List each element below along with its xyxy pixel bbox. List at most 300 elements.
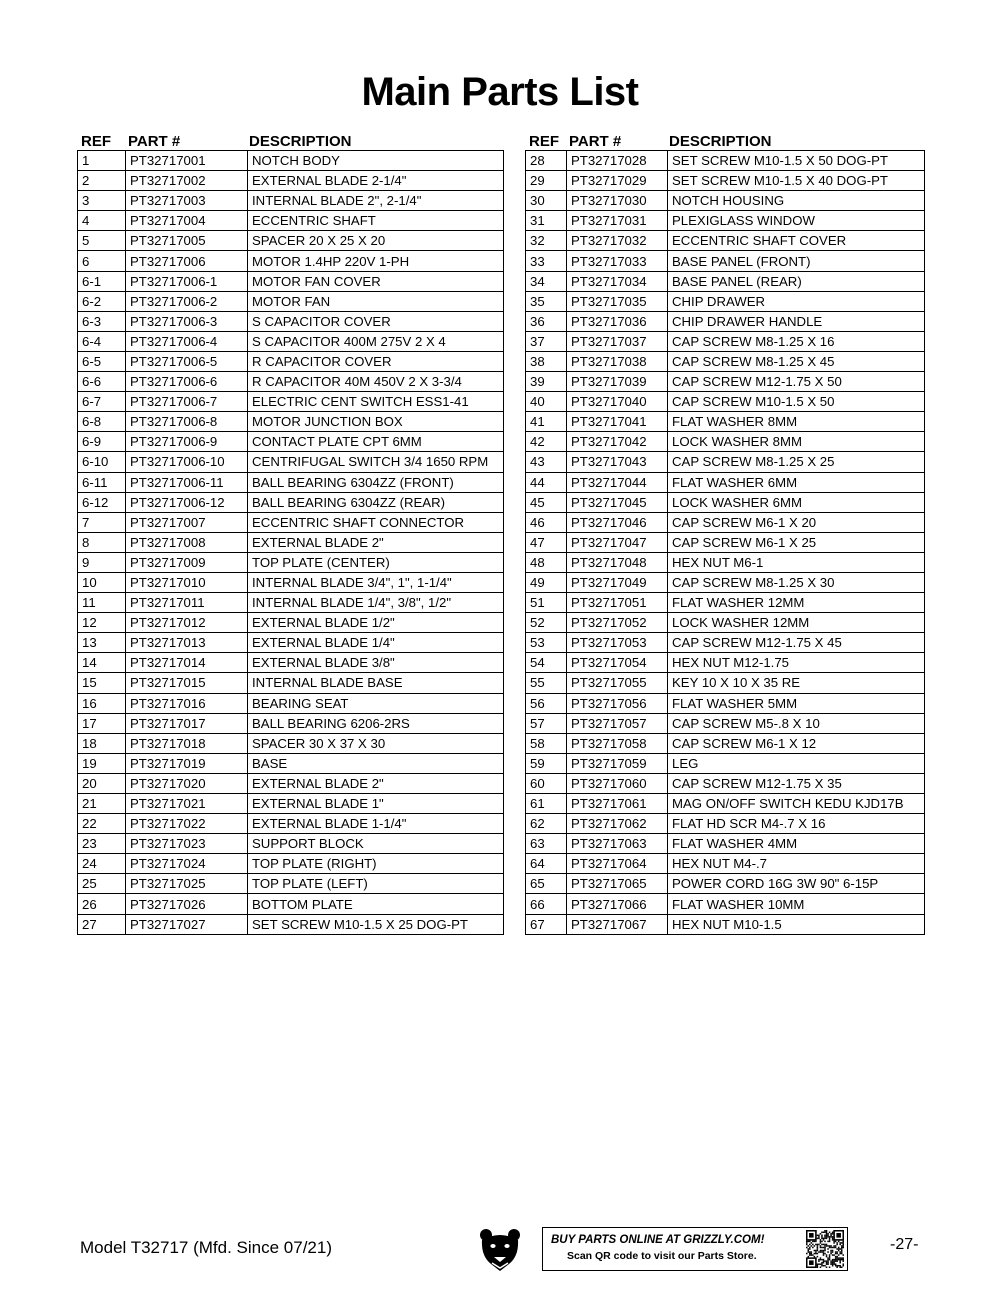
table-row <box>526 251 925 271</box>
table-row <box>526 512 925 532</box>
part-number-cell: PT32717006 <box>126 251 248 271</box>
table-row <box>78 492 504 512</box>
table-row <box>78 874 504 894</box>
description-cell: LOCK WASHER 6MM <box>668 492 925 512</box>
part-number-cell: PT32717053 <box>567 633 668 653</box>
description-cell: R CAPACITOR COVER <box>248 351 504 371</box>
description-cell: CAP SCREW M8-1.25 X 45 <box>668 351 925 371</box>
table-row <box>78 914 504 934</box>
ref-cell: 51 <box>526 593 567 613</box>
part-number-cell: PT32717062 <box>567 814 668 834</box>
part-number-cell: PT32717057 <box>567 713 668 733</box>
part-number-cell: PT32717006-8 <box>126 412 248 432</box>
part-number-cell: PT32717040 <box>567 392 668 412</box>
ref-cell: 33 <box>526 251 567 271</box>
ref-cell: 34 <box>526 271 567 291</box>
part-number-cell: PT32717006-5 <box>126 351 248 371</box>
ref-cell: 4 <box>78 211 126 231</box>
table-row <box>526 311 925 331</box>
ref-cell: 39 <box>526 372 567 392</box>
description-cell: KEY 10 X 10 X 35 RE <box>668 673 925 693</box>
description-cell: INTERNAL BLADE 3/4", 1", 1-1/4" <box>248 572 504 592</box>
ref-cell: 6-5 <box>78 351 126 371</box>
description-cell: EXTERNAL BLADE 2" <box>248 773 504 793</box>
table-row <box>526 914 925 934</box>
part-number-cell: PT32717064 <box>567 854 668 874</box>
description-cell: SET SCREW M10-1.5 X 25 DOG-PT <box>248 914 504 934</box>
part-number-cell: PT32717039 <box>567 372 668 392</box>
ref-cell: 6-12 <box>78 492 126 512</box>
description-cell: FLAT WASHER 8MM <box>668 412 925 432</box>
description-cell: SET SCREW M10-1.5 X 50 DOG-PT <box>668 151 925 171</box>
ref-cell: 56 <box>526 693 567 713</box>
table-row <box>526 713 925 733</box>
ref-cell: 16 <box>78 693 126 713</box>
description-cell: TOP PLATE (LEFT) <box>248 874 504 894</box>
description-cell: TOP PLATE (RIGHT) <box>248 854 504 874</box>
ref-cell: 66 <box>526 894 567 914</box>
part-number-cell: PT32717003 <box>126 191 248 211</box>
table-row <box>78 572 504 592</box>
ref-cell: 36 <box>526 311 567 331</box>
ref-cell: 31 <box>526 211 567 231</box>
ref-cell: 35 <box>526 291 567 311</box>
description-cell: INTERNAL BLADE BASE <box>248 673 504 693</box>
description-cell: EXTERNAL BLADE 1" <box>248 794 504 814</box>
ref-cell: 58 <box>526 733 567 753</box>
table-row <box>78 673 504 693</box>
description-cell: INTERNAL BLADE 1/4", 3/8", 1/2" <box>248 593 504 613</box>
ref-cell: 11 <box>78 593 126 613</box>
part-number-cell: PT32717043 <box>567 452 668 472</box>
part-number-cell: PT32717006-12 <box>126 492 248 512</box>
ref-cell: 43 <box>526 452 567 472</box>
table-row <box>526 593 925 613</box>
description-cell: CAP SCREW M10-1.5 X 50 <box>668 392 925 412</box>
scan-qr-text: Scan QR code to visit our Parts Store. <box>567 1250 757 1262</box>
description-cell: BASE <box>248 753 504 773</box>
table-row <box>78 291 504 311</box>
part-number-cell: PT32717006-4 <box>126 331 248 351</box>
part-number-cell: PT32717067 <box>567 914 668 934</box>
table-row <box>78 693 504 713</box>
ref-cell: 47 <box>526 532 567 552</box>
description-cell: SPACER 30 X 37 X 30 <box>248 733 504 753</box>
table-row <box>526 753 925 773</box>
table-row <box>78 834 504 854</box>
ref-cell: 15 <box>78 673 126 693</box>
part-number-cell: PT32717023 <box>126 834 248 854</box>
description-cell: HEX NUT M10-1.5 <box>668 914 925 934</box>
table-row <box>526 291 925 311</box>
part-number-cell: PT32717002 <box>126 171 248 191</box>
ref-cell: 6-7 <box>78 392 126 412</box>
ref-cell: 13 <box>78 633 126 653</box>
ref-cell: 17 <box>78 713 126 733</box>
part-number-cell: PT32717058 <box>567 733 668 753</box>
description-cell: MOTOR 1.4HP 220V 1-PH <box>248 251 504 271</box>
ref-cell: 18 <box>78 733 126 753</box>
part-number-cell: PT32717008 <box>126 532 248 552</box>
description-cell: BASE PANEL (REAR) <box>668 271 925 291</box>
parts-table-left <box>77 128 504 935</box>
description-cell: CONTACT PLATE CPT 6MM <box>248 432 504 452</box>
ref-cell: 54 <box>526 653 567 673</box>
table-row <box>526 452 925 472</box>
part-number-cell: PT32717037 <box>567 331 668 351</box>
part-header: PART # <box>569 133 622 150</box>
table-row <box>78 412 504 432</box>
table-row <box>78 633 504 653</box>
part-number-cell: PT32717030 <box>567 191 668 211</box>
table-row <box>526 794 925 814</box>
ref-cell: 25 <box>78 874 126 894</box>
grizzly-bear-icon <box>477 1226 523 1272</box>
part-number-cell: PT32717006-10 <box>126 452 248 472</box>
part-number-cell: PT32717017 <box>126 713 248 733</box>
ref-cell: 41 <box>526 412 567 432</box>
ref-cell: 5 <box>78 231 126 251</box>
part-number-cell: PT32717059 <box>567 753 668 773</box>
table-row <box>78 151 504 171</box>
part-number-cell: PT32717045 <box>567 492 668 512</box>
part-number-cell: PT32717025 <box>126 874 248 894</box>
table-row <box>526 372 925 392</box>
part-number-cell: PT32717060 <box>567 773 668 793</box>
ref-header: REF <box>529 133 559 150</box>
ref-cell: 6-3 <box>78 311 126 331</box>
description-cell: TOP PLATE (CENTER) <box>248 552 504 572</box>
part-number-cell: PT32717006-9 <box>126 432 248 452</box>
description-cell: EXTERNAL BLADE 1/2" <box>248 613 504 633</box>
table-row <box>78 552 504 572</box>
description-cell: CHIP DRAWER HANDLE <box>668 311 925 331</box>
ref-cell: 6-11 <box>78 472 126 492</box>
ref-cell: 6-8 <box>78 412 126 432</box>
ref-header: REF <box>81 133 111 150</box>
ref-cell: 22 <box>78 814 126 834</box>
part-number-cell: PT32717024 <box>126 854 248 874</box>
table-row <box>526 773 925 793</box>
description-cell: EXTERNAL BLADE 1/4" <box>248 633 504 653</box>
ref-cell: 63 <box>526 834 567 854</box>
ref-cell: 24 <box>78 854 126 874</box>
ref-cell: 65 <box>526 874 567 894</box>
table-row <box>78 452 504 472</box>
ref-cell: 3 <box>78 191 126 211</box>
description-cell: CAP SCREW M6-1 X 20 <box>668 512 925 532</box>
parts-table-right <box>525 128 925 935</box>
table-row <box>526 693 925 713</box>
ref-cell: 12 <box>78 613 126 633</box>
ref-cell: 57 <box>526 713 567 733</box>
ref-cell: 53 <box>526 633 567 653</box>
ref-cell: 2 <box>78 171 126 191</box>
ref-cell: 21 <box>78 794 126 814</box>
part-number-cell: PT32717042 <box>567 432 668 452</box>
table-row <box>78 713 504 733</box>
description-cell: POWER CORD 16G 3W 90" 6-15P <box>668 874 925 894</box>
description-cell: FLAT WASHER 10MM <box>668 894 925 914</box>
page-title: Main Parts List <box>361 70 639 114</box>
qr-code-icon[interactable] <box>806 1230 844 1268</box>
part-number-cell: PT32717016 <box>126 693 248 713</box>
part-number-cell: PT32717021 <box>126 794 248 814</box>
table-row <box>526 171 925 191</box>
part-number-cell: PT32717048 <box>567 552 668 572</box>
ref-cell: 6 <box>78 251 126 271</box>
part-number-cell: PT32717001 <box>126 151 248 171</box>
table-row <box>526 572 925 592</box>
part-number-cell: PT32717034 <box>567 271 668 291</box>
ref-cell: 45 <box>526 492 567 512</box>
part-number-cell: PT32717006-11 <box>126 472 248 492</box>
part-number-cell: PT32717055 <box>567 673 668 693</box>
description-cell: CAP SCREW M12-1.75 X 35 <box>668 773 925 793</box>
part-number-cell: PT32717014 <box>126 653 248 673</box>
table-row <box>78 753 504 773</box>
part-number-cell: PT32717065 <box>567 874 668 894</box>
description-cell: FLAT WASHER 6MM <box>668 472 925 492</box>
description-cell: BALL BEARING 6304ZZ (REAR) <box>248 492 504 512</box>
table-row <box>78 392 504 412</box>
description-cell: EXTERNAL BLADE 2" <box>248 532 504 552</box>
description-cell: S CAPACITOR 400M 275V 2 X 4 <box>248 331 504 351</box>
part-number-cell: PT32717049 <box>567 572 668 592</box>
part-header: PART # <box>128 133 181 150</box>
description-cell: CAP SCREW M12-1.75 X 50 <box>668 372 925 392</box>
description-cell: LOCK WASHER 12MM <box>668 613 925 633</box>
part-number-cell: PT32717009 <box>126 552 248 572</box>
description-cell: LEG <box>668 753 925 773</box>
part-number-cell: PT32717018 <box>126 733 248 753</box>
description-cell: NOTCH HOUSING <box>668 191 925 211</box>
part-number-cell: PT32717029 <box>567 171 668 191</box>
part-number-cell: PT32717036 <box>567 311 668 331</box>
table-row <box>526 532 925 552</box>
table-row <box>526 231 925 251</box>
description-cell: NOTCH BODY <box>248 151 504 171</box>
part-number-cell: PT32717006-1 <box>126 271 248 291</box>
table-row <box>526 673 925 693</box>
ref-cell: 38 <box>526 351 567 371</box>
description-cell: HEX NUT M6-1 <box>668 552 925 572</box>
description-cell: SET SCREW M10-1.5 X 40 DOG-PT <box>668 171 925 191</box>
table-row <box>526 351 925 371</box>
ref-cell: 7 <box>78 512 126 532</box>
table-row <box>78 854 504 874</box>
description-cell: HEX NUT M12-1.75 <box>668 653 925 673</box>
part-number-cell: PT32717006-7 <box>126 392 248 412</box>
ref-cell: 10 <box>78 572 126 592</box>
part-number-cell: PT32717028 <box>567 151 668 171</box>
table-row <box>526 412 925 432</box>
ref-cell: 14 <box>78 653 126 673</box>
part-number-cell: PT32717013 <box>126 633 248 653</box>
ref-cell: 64 <box>526 854 567 874</box>
table-row <box>78 231 504 251</box>
table-row <box>78 814 504 834</box>
table-row <box>78 773 504 793</box>
table-row <box>78 191 504 211</box>
description-cell: HEX NUT M4-.7 <box>668 854 925 874</box>
ref-cell: 62 <box>526 814 567 834</box>
table-row <box>526 472 925 492</box>
ref-cell: 26 <box>78 894 126 914</box>
part-number-cell: PT32717056 <box>567 693 668 713</box>
description-cell: CENTRIFUGAL SWITCH 3/4 1650 RPM <box>248 452 504 472</box>
part-number-cell: PT32717046 <box>567 512 668 532</box>
description-cell: CAP SCREW M8-1.25 X 16 <box>668 331 925 351</box>
part-number-cell: PT32717006-6 <box>126 372 248 392</box>
description-cell: ELECTRIC CENT SWITCH ESS1-41 <box>248 392 504 412</box>
ref-cell: 52 <box>526 613 567 633</box>
ref-cell: 32 <box>526 231 567 251</box>
description-cell: MOTOR FAN <box>248 291 504 311</box>
part-number-cell: PT32717052 <box>567 613 668 633</box>
description-cell: R CAPACITOR 40M 450V 2 X 3-3/4 <box>248 372 504 392</box>
description-cell: BALL BEARING 6206-2RS <box>248 713 504 733</box>
ref-cell: 61 <box>526 794 567 814</box>
description-cell: CAP SCREW M8-1.25 X 30 <box>668 572 925 592</box>
ref-cell: 23 <box>78 834 126 854</box>
part-number-cell: PT32717020 <box>126 773 248 793</box>
part-number-cell: PT32717011 <box>126 593 248 613</box>
part-number-cell: PT32717019 <box>126 753 248 773</box>
table-row <box>78 894 504 914</box>
part-number-cell: PT32717061 <box>567 794 668 814</box>
part-number-cell: PT32717026 <box>126 894 248 914</box>
table-row <box>526 894 925 914</box>
buy-parts-text: BUY PARTS ONLINE AT GRIZZLY.COM! <box>551 1234 765 1246</box>
ref-cell: 27 <box>78 914 126 934</box>
description-cell: INTERNAL BLADE 2", 2-1/4" <box>248 191 504 211</box>
ref-cell: 6-1 <box>78 271 126 291</box>
description-cell: BASE PANEL (FRONT) <box>668 251 925 271</box>
description-cell: BOTTOM PLATE <box>248 894 504 914</box>
description-cell: ECCENTRIC SHAFT COVER <box>668 231 925 251</box>
ref-cell: 49 <box>526 572 567 592</box>
ref-cell: 60 <box>526 773 567 793</box>
description-cell: S CAPACITOR COVER <box>248 311 504 331</box>
description-cell: EXTERNAL BLADE 2-1/4" <box>248 171 504 191</box>
ref-cell: 6-10 <box>78 452 126 472</box>
table-row <box>526 552 925 572</box>
ref-cell: 42 <box>526 432 567 452</box>
table-row <box>526 854 925 874</box>
description-cell: CHIP DRAWER <box>668 291 925 311</box>
table-row <box>526 392 925 412</box>
table-row <box>78 432 504 452</box>
page-number: -27- <box>890 1236 919 1253</box>
table-row <box>78 271 504 291</box>
description-cell: ECCENTRIC SHAFT <box>248 211 504 231</box>
table-row <box>526 834 925 854</box>
description-cell: MOTOR FAN COVER <box>248 271 504 291</box>
description-cell: LOCK WASHER 8MM <box>668 432 925 452</box>
part-number-cell: PT32717038 <box>567 351 668 371</box>
ref-cell: 6-6 <box>78 372 126 392</box>
table-header <box>77 128 504 150</box>
ref-cell: 1 <box>78 151 126 171</box>
table-row <box>78 331 504 351</box>
part-number-cell: PT32717006-3 <box>126 311 248 331</box>
part-number-cell: PT32717007 <box>126 512 248 532</box>
table-row <box>526 271 925 291</box>
table-row <box>526 874 925 894</box>
description-cell: MOTOR JUNCTION BOX <box>248 412 504 432</box>
description-cell: ECCENTRIC SHAFT CONNECTOR <box>248 512 504 532</box>
description-cell: FLAT WASHER 5MM <box>668 693 925 713</box>
part-number-cell: PT32717015 <box>126 673 248 693</box>
parts-store-banner[interactable] <box>542 1227 848 1271</box>
ref-cell: 6-4 <box>78 331 126 351</box>
description-cell: CAP SCREW M6-1 X 25 <box>668 532 925 552</box>
description-header: DESCRIPTION <box>249 133 352 150</box>
part-number-cell: PT32717012 <box>126 613 248 633</box>
model-label: Model T32717 (Mfd. Since 07/21) <box>80 1238 332 1257</box>
table-row <box>78 311 504 331</box>
part-number-cell: PT32717041 <box>567 412 668 432</box>
part-number-cell: PT32717044 <box>567 472 668 492</box>
table-row <box>526 331 925 351</box>
ref-cell: 6-9 <box>78 432 126 452</box>
table-row <box>78 171 504 191</box>
ref-cell: 19 <box>78 753 126 773</box>
table-row <box>78 613 504 633</box>
part-number-cell: PT32717051 <box>567 593 668 613</box>
table-row <box>526 733 925 753</box>
table-row <box>526 633 925 653</box>
ref-cell: 6-2 <box>78 291 126 311</box>
description-cell: FLAT WASHER 12MM <box>668 593 925 613</box>
table-row <box>526 814 925 834</box>
ref-cell: 67 <box>526 914 567 934</box>
part-number-cell: PT32717005 <box>126 231 248 251</box>
table-row <box>526 191 925 211</box>
part-number-cell: PT32717010 <box>126 572 248 592</box>
description-cell: EXTERNAL BLADE 1-1/4" <box>248 814 504 834</box>
ref-cell: 59 <box>526 753 567 773</box>
description-cell: BEARING SEAT <box>248 693 504 713</box>
ref-cell: 9 <box>78 552 126 572</box>
part-number-cell: PT32717033 <box>567 251 668 271</box>
description-cell: SPACER 20 X 25 X 20 <box>248 231 504 251</box>
table-row <box>526 492 925 512</box>
description-cell: EXTERNAL BLADE 3/8" <box>248 653 504 673</box>
part-number-cell: PT32717054 <box>567 653 668 673</box>
description-cell: PLEXIGLASS WINDOW <box>668 211 925 231</box>
description-cell: SUPPORT BLOCK <box>248 834 504 854</box>
part-number-cell: PT32717006-2 <box>126 291 248 311</box>
description-cell: CAP SCREW M8-1.25 X 25 <box>668 452 925 472</box>
part-number-cell: PT32717027 <box>126 914 248 934</box>
part-number-cell: PT32717004 <box>126 211 248 231</box>
part-number-cell: PT32717031 <box>567 211 668 231</box>
ref-cell: 28 <box>526 151 567 171</box>
ref-cell: 8 <box>78 532 126 552</box>
part-number-cell: PT32717047 <box>567 532 668 552</box>
description-cell: BALL BEARING 6304ZZ (FRONT) <box>248 472 504 492</box>
part-number-cell: PT32717022 <box>126 814 248 834</box>
ref-cell: 48 <box>526 552 567 572</box>
table-row <box>78 211 504 231</box>
ref-cell: 20 <box>78 773 126 793</box>
part-number-cell: PT32717035 <box>567 291 668 311</box>
description-cell: FLAT HD SCR M4-.7 X 16 <box>668 814 925 834</box>
ref-cell: 29 <box>526 171 567 191</box>
ref-cell: 37 <box>526 331 567 351</box>
